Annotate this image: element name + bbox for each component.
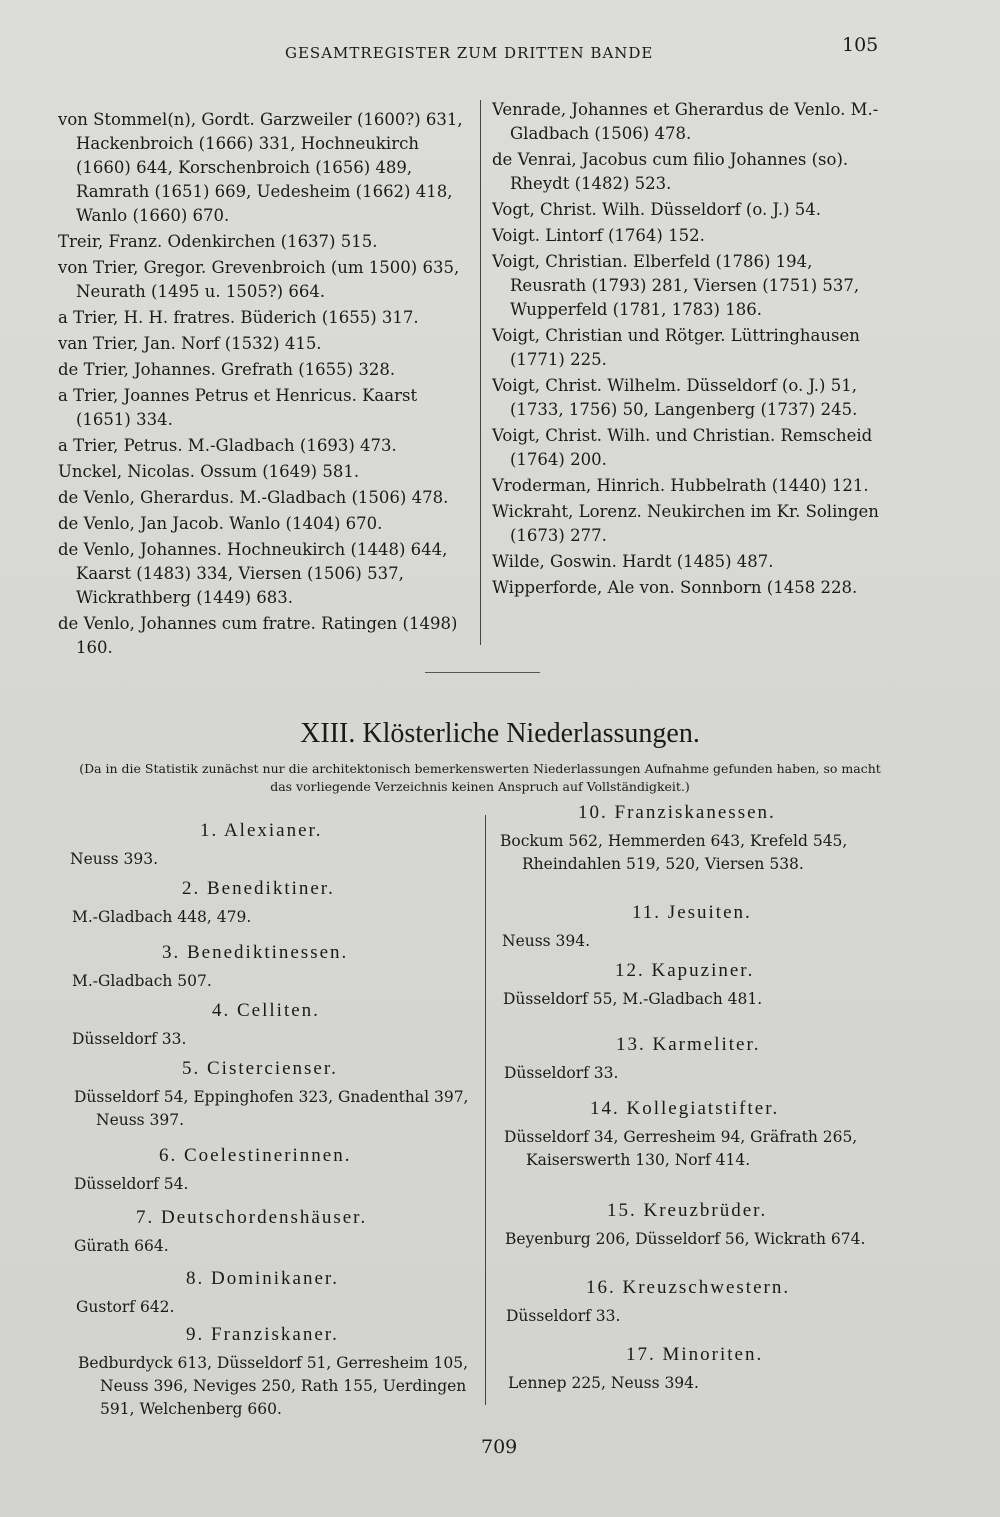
order-heading: 13. Karmeliter.: [616, 1034, 761, 1055]
order-heading: 1. Alexianer.: [200, 820, 323, 841]
order-places: Düsseldorf 33.: [72, 1030, 187, 1048]
order-places: Düsseldorf 34, Gerresheim 94, Gräfrath 265, Kaiserswerth 130, Norf 414.: [504, 1128, 858, 1169]
order-block: [72, 1000, 472, 1051]
order-heading: 8. Dominikaner.: [186, 1268, 339, 1289]
index-entry: Treir, Franz. Odenkirchen (1637) 515.: [58, 232, 378, 251]
order-heading: 10. Franziskanessen.: [578, 802, 776, 823]
order-block: [74, 1058, 474, 1132]
order-block: [70, 820, 470, 871]
index-entry: Unckel, Nicolas. Ossum (1649) 581.: [58, 462, 360, 481]
order-places: Bockum 562, Hemmerden 643, Krefeld 545, Rheindahlen 519, 520, Viersen 538.: [500, 832, 848, 873]
index-entry: Vroderman, Hinrich. Hubbelrath (1440) 121.: [492, 476, 869, 495]
order-places: Gustorf 642.: [76, 1298, 175, 1316]
page-number-top: 105: [842, 34, 879, 56]
index-entry: Wickraht, Lorenz. Neukirchen im Kr. Solingen (1673) 277.: [492, 502, 879, 545]
order-places: Düsseldorf 33.: [504, 1064, 619, 1082]
order-block: [76, 1268, 476, 1319]
index-entry: Venrade, Johannes et Gherardus de Venlo. M.-Gladbach (1506) 478.: [492, 100, 879, 143]
order-places: M.-Gladbach 507.: [72, 972, 212, 990]
order-block: [502, 902, 894, 953]
order-places: M.-Gladbach 448, 479.: [72, 908, 252, 926]
index-entry: a Trier, Joannes Petrus et Henricus. Kaarst (1651) 334.: [58, 386, 418, 429]
order-places: Gürath 664.: [74, 1237, 169, 1255]
order-places: Düsseldorf 55, M.-Gladbach 481.: [503, 990, 763, 1008]
order-places: Neuss 393.: [70, 850, 159, 868]
order-heading: 12. Kapuziner.: [615, 960, 755, 981]
order-block: [500, 802, 892, 876]
order-heading: 4. Celliten.: [212, 1000, 320, 1021]
order-places: Lennep 225, Neuss 394.: [508, 1374, 699, 1392]
order-heading: 15. Kreuzbrüder.: [607, 1200, 768, 1221]
section-note: (Da in die Statistik zunächst nur die architektonisch bemerkenswerten Niederlassungen Aufnahme gefunden haben, so macht das vorliegende Verzeichnis keinen Anspruch auf Vollständigkeit.): [79, 761, 881, 794]
order-block: [72, 942, 472, 993]
index-entry: von Trier, Gregor. Grevenbroich (um 1500) 635, Neurath (1495 u. 1505?) 664.: [58, 258, 460, 301]
page-number-bottom: 709: [481, 1436, 518, 1458]
order-places: Düsseldorf 54.: [74, 1175, 189, 1193]
order-heading: 9. Franziskaner.: [186, 1324, 339, 1345]
section-divider-rule: [425, 672, 540, 673]
order-block: [78, 1324, 478, 1421]
index-entry: Voigt, Christian und Rötger. Lüttringhausen (1771) 225.: [492, 326, 860, 369]
order-block: [508, 1344, 900, 1395]
index-column-left: [58, 108, 463, 662]
order-places: Düsseldorf 54, Eppinghofen 323, Gnadenthal 397, Neuss 397.: [74, 1088, 469, 1129]
index-entry: Voigt, Christ. Wilh. und Christian. Remscheid (1764) 200.: [492, 426, 873, 469]
order-block: [504, 1034, 896, 1085]
index-entry: Vogt, Christ. Wilh. Düsseldorf (o. J.) 54.: [492, 200, 822, 219]
order-places: Bedburdyck 613, Düsseldorf 51, Gerresheim 105, Neuss 396, Neviges 250, Rath 155, Uerdingen 591, Welchenberg 660.: [78, 1354, 469, 1418]
order-heading: 17. Minoriten.: [626, 1344, 764, 1365]
order-heading: 11. Jesuiten.: [632, 902, 752, 923]
index-column-right: [492, 98, 892, 602]
order-block: [504, 1098, 896, 1172]
index-entry: Wilde, Goswin. Hardt (1485) 487.: [492, 552, 774, 571]
running-title: GESAMTREGISTER ZUM DRITTEN BANDE: [285, 44, 654, 62]
index-entry: de Venlo, Gherardus. M.-Gladbach (1506) 478.: [58, 488, 449, 507]
order-heading: 14. Kollegiatstifter.: [590, 1098, 780, 1119]
index-entry: de Venrai, Jacobus cum filio Johannes (so). Rheydt (1482) 523.: [492, 150, 849, 193]
order-heading: 3. Benediktinessen.: [162, 942, 349, 963]
index-entry: a Trier, H. H. fratres. Büderich (1655) 317.: [58, 308, 419, 327]
index-entry: Voigt, Christ. Wilhelm. Düsseldorf (o. J.) 51, (1733, 1756) 50, Langenberg (1737) 245.: [492, 376, 858, 419]
order-places: Düsseldorf 33.: [506, 1307, 621, 1325]
column-divider: [480, 100, 481, 645]
index-entry: Voigt, Christian. Elberfeld (1786) 194, Reusrath (1793) 281, Viersen (1751) 537, Wupperfeld (1781, 1783) 186.: [492, 252, 860, 319]
order-places: Beyenburg 206, Düsseldorf 56, Wickrath 674.: [505, 1230, 866, 1248]
index-entry: Wipperforde, Ale von. Sonnborn (1458 228.: [492, 578, 858, 597]
index-entry: de Venlo, Jan Jacob. Wanlo (1404) 670.: [58, 514, 383, 533]
order-block: [74, 1145, 474, 1196]
order-block: [505, 1200, 897, 1251]
index-entry: van Trier, Jan. Norf (1532) 415.: [58, 334, 322, 353]
order-heading: 5. Cistercienser.: [182, 1058, 338, 1079]
index-entry: de Trier, Johannes. Grefrath (1655) 328.: [58, 360, 396, 379]
order-block: [503, 960, 895, 1011]
order-heading: 7. Deutschordenshäuser.: [136, 1207, 368, 1228]
column-divider: [485, 815, 486, 1405]
order-block: [74, 1207, 474, 1258]
order-places: Neuss 394.: [502, 932, 591, 950]
index-entry: Voigt. Lintorf (1764) 152.: [492, 226, 705, 245]
index-entry: de Venlo, Johannes cum fratre. Ratingen (1498) 160.: [58, 614, 458, 657]
index-entry: a Trier, Petrus. M.-Gladbach (1693) 473.: [58, 436, 397, 455]
index-entry: von Stommel(n), Gordt. Garzweiler (1600?) 631, Hackenbroich (1666) 331, Hochneukirch (1660) 644, Korschenbroich (1656) 489, Ramrath (1651) 669, Uedesheim (1662) 418, Wanlo (1660) 670.: [58, 110, 463, 225]
order-block: [506, 1277, 898, 1328]
order-heading: 6. Coelestinerinnen.: [159, 1145, 352, 1166]
index-entry: de Venlo, Johannes. Hochneukirch (1448) 644, Kaarst (1483) 334, Viersen (1506) 537, Wickrathberg (1449) 683.: [58, 540, 448, 607]
order-heading: 2. Benediktiner.: [182, 878, 335, 899]
order-block: [72, 878, 472, 929]
section-title: XIII. Klösterliche Niederlassungen.: [300, 718, 700, 749]
order-heading: 16. Kreuzschwestern.: [586, 1277, 791, 1298]
